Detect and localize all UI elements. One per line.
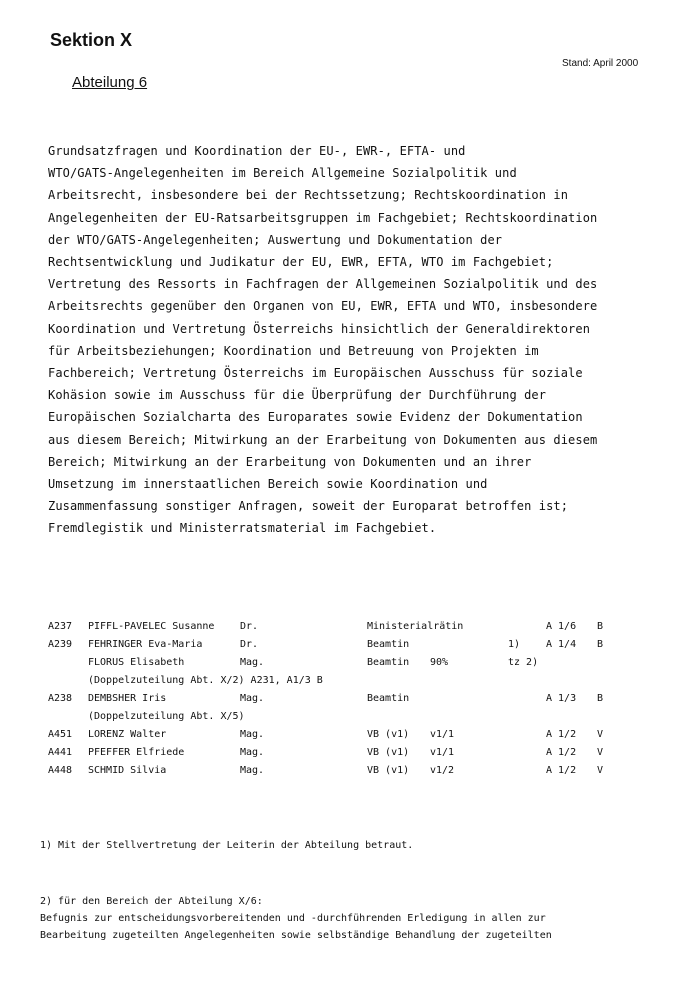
staff-position: Beamtin <box>367 693 410 704</box>
staff-name: SCHMID Silvia <box>88 765 167 776</box>
description-line: Grundsatzfragen und Koordination der EU-, EWR-, EFTA- und <box>48 144 466 158</box>
description-line: für Arbeitsbeziehungen; Koordination und Betreuung von Projekten im <box>48 343 539 358</box>
staff-category: B <box>597 639 604 650</box>
staff-extra: v1/2 <box>430 765 455 776</box>
staff-position: VB (v1) <box>367 729 410 740</box>
staff-title: Mag. <box>240 747 265 758</box>
staff-name: DEMBSHER Iris <box>88 693 167 704</box>
staff-remark: (Doppelzuteilung Abt. X/5) <box>88 711 245 722</box>
staff-title: Dr. <box>240 621 259 632</box>
table-row <box>0 747 694 765</box>
staff-title: Mag. <box>240 693 265 704</box>
table-row <box>0 639 694 657</box>
staff-extra: v1/1 <box>430 747 455 758</box>
staff-grade: A 1/2 <box>546 765 577 776</box>
description-line: Umsetzung im innerstaatlichen Bereich sowie Koordination und <box>48 477 488 492</box>
staff-code: A448 <box>48 765 73 776</box>
description-line: der WTO/GATS-Angelegenheiten; Auswertung und Dokumentation der <box>48 232 503 247</box>
staff-code: A238 <box>48 693 73 704</box>
staff-position: Beamtin <box>367 639 410 650</box>
description-line: Koordination und Vertretung Österreichs hinsichtlich der Generaldirektoren <box>48 321 591 336</box>
staff-category: B <box>597 621 604 632</box>
description-line: aus diesem Bereich; Mitwirkung an der Erarbeitung von Dokumenten aus diesem <box>48 432 598 447</box>
staff-grade: A 1/2 <box>546 729 577 740</box>
description-line: Kohäsion sowie im Ausschuss für die Überprüfung der Durchführung der <box>48 388 547 403</box>
staff-remark: (Doppelzuteilung Abt. X/2) A231, A1/3 B <box>88 675 323 686</box>
staff-name: FLORUS Elisabeth <box>88 657 185 668</box>
department-description <box>48 140 658 540</box>
description-line: WTO/GATS-Angelegenheiten im Bereich Allgemeine Sozialpolitik und <box>48 166 517 181</box>
staff-title: Dr. <box>240 639 259 650</box>
description-line: Arbeitsrecht, insbesondere bei der Rechtssetzung; Rechtskoordination in <box>48 188 569 203</box>
staff-grade: A 1/4 <box>546 639 577 650</box>
staff-code: A451 <box>48 729 73 740</box>
staff-name: LORENZ Walter <box>88 729 167 740</box>
staff-name: FEHRINGER Eva-Maria <box>88 639 203 650</box>
department-heading: Abteilung 6 <box>72 74 148 91</box>
description-line: Zusammenfassung sonstiger Anfragen, soweit der Europarat betroffen ist; <box>48 499 569 514</box>
footnote-line: 2) für den Bereich der Abteilung X/6: <box>40 896 263 907</box>
staff-extra: 90% <box>430 657 449 668</box>
description-line: Arbeitsrechts gegenüber den Organen von EU, EWR, EFTA und WTO, insbesondere <box>48 299 598 314</box>
staff-grade: A 1/2 <box>546 747 577 758</box>
staff-note: 1) <box>508 639 521 650</box>
staff-grade: A 1/6 <box>546 621 577 632</box>
staff-category: B <box>597 693 604 704</box>
staff-name: PFEFFER Elfriede <box>88 747 185 758</box>
table-row <box>0 693 694 711</box>
table-row <box>0 657 694 675</box>
table-row <box>0 621 694 639</box>
staff-category: V <box>597 765 604 776</box>
staff-position: Ministerialrätin <box>367 621 464 632</box>
table-row <box>0 711 694 729</box>
staff-category: V <box>597 747 604 758</box>
footnote-2 <box>40 893 552 944</box>
table-row <box>0 729 694 747</box>
description-line: Fachbereich; Vertretung Österreichs im Europäischen Ausschuss für soziale <box>48 366 583 381</box>
staff-title: Mag. <box>240 657 265 668</box>
description-line: Vertretung des Ressorts in Fachfragen der Allgemeinen Sozialpolitik und des <box>48 277 598 292</box>
section-title: Sektion X <box>50 30 133 50</box>
staff-title: Mag. <box>240 729 265 740</box>
staff-grade: A 1/3 <box>546 693 577 704</box>
staff-extra: v1/1 <box>430 729 455 740</box>
staff-code: A237 <box>48 621 73 632</box>
description-line: Europäischen Sozialcharta des Europarates sowie Evidenz der Dokumentation <box>48 410 583 425</box>
staff-position: VB (v1) <box>367 747 410 758</box>
staff-code: A441 <box>48 747 73 758</box>
description-line: Fremdlegistik und Ministerratsmaterial im Fachgebiet. <box>48 521 437 536</box>
footnote-line: Befugnis zur entscheidungsvorbereitenden und -durchführenden Erledigung in allen zur <box>40 913 546 924</box>
staff-position: Beamtin <box>367 657 410 668</box>
staff-table <box>0 621 694 783</box>
stand-date: Stand: April 2000 <box>562 58 639 69</box>
staff-name: PIFFL-PAVELEC Susanne <box>88 621 215 632</box>
table-row <box>0 765 694 783</box>
footnote-1: 1) Mit der Stellvertretung der Leiterin der Abteilung betraut. <box>40 840 414 851</box>
description-line: Angelegenheiten der EU-Ratsarbeitsgruppen im Fachgebiet; Rechtskoordination <box>48 210 598 225</box>
table-row <box>0 675 694 693</box>
description-line: Bereich; Mitwirkung an der Erarbeitung von Dokumenten und an ihrer <box>48 454 532 469</box>
staff-category: V <box>597 729 604 740</box>
footnote-line: Bearbeitung zugeteilten Angelegenheiten sowie selbständige Behandlung der zugeteilten <box>40 930 552 941</box>
staff-code: A239 <box>48 639 73 650</box>
staff-position: VB (v1) <box>367 765 410 776</box>
description-line: Rechtsentwicklung und Judikatur der EU, EWR, EFTA, WTO im Fachgebiet; <box>48 255 554 270</box>
staff-note: tz 2) <box>508 657 539 668</box>
staff-title: Mag. <box>240 765 265 776</box>
